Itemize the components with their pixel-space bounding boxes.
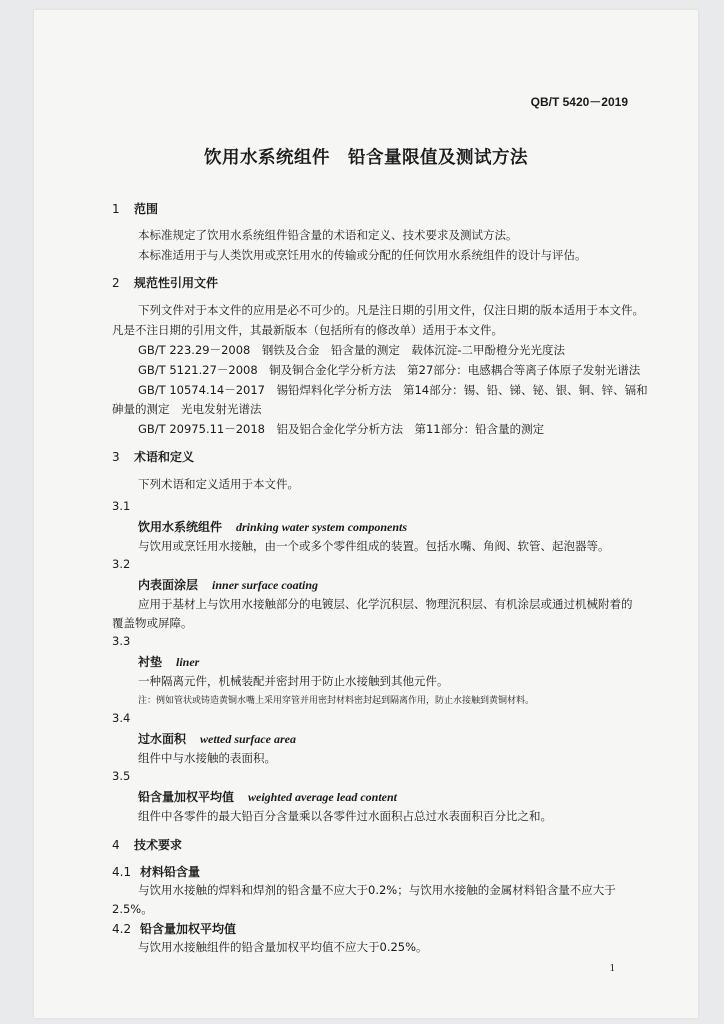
reference-3-line-2: 砷量的测定 光电发射光谱法 bbox=[112, 402, 262, 416]
term-3-5-definition: 组件中各零件的最大铅百分含量乘以各零件过水面积占总过水表面积百分比之和。 bbox=[138, 809, 552, 823]
term-3-4-definition: 组件中与水接触的表面积。 bbox=[138, 751, 276, 765]
reference-4: GB/T 20975.11－2018 铝及铝合金化学分析方法 第11部分：铅含量的测定 bbox=[138, 422, 545, 436]
section-1-paragraph-2: 本标准适用于与人类饮用或烹饪用水的传输或分配的任何饮用水系统组件的设计与评估。 bbox=[138, 248, 587, 262]
term-3-3-definition: 一种隔离元件，机械装配并密封用于防止水接触到其他元件。 bbox=[138, 674, 449, 688]
section-1-heading: 1 范围 bbox=[112, 202, 159, 216]
standard-number: QB/T 5420－2019 bbox=[530, 95, 628, 109]
section-4-heading: 4 技术要求 bbox=[112, 838, 183, 852]
section-2-intro-line-2: 凡是不注日期的引用文件，其最新版本（包括所有的修改单）适用于本文件。 bbox=[112, 323, 503, 337]
document-title: 饮用水系统组件 铅含量限值及测试方法 bbox=[204, 148, 528, 168]
term-3-2: 内表面涂层 inner surface coating bbox=[138, 578, 319, 592]
term-3-2-definition-line-1: 应用于基材上与饮用水接触部分的电镀层、化学沉积层、物理沉积层、有机涂层或通过机械附着的 bbox=[138, 597, 633, 611]
term-3-1-number: 3.1 bbox=[112, 499, 131, 513]
reference-2: GB/T 5121.27－2008 铜及铜合金化学分析方法 第27部分：电感耦合等离子体原子发射光谱法 bbox=[138, 363, 641, 377]
term-3-4-number: 3.4 bbox=[112, 711, 131, 725]
term-3-3: 衬垫 liner bbox=[138, 655, 200, 669]
section-3-heading: 3 术语和定义 bbox=[112, 450, 195, 464]
section-1-paragraph-1: 本标准规定了饮用水系统组件铅含量的术语和定义、技术要求及测试方法。 bbox=[138, 228, 518, 242]
section-2-heading: 2 规范性引用文件 bbox=[112, 276, 219, 290]
term-3-3-note: 注：例如管状或铸造黄铜水嘴上采用穿管并用密封材料密封起到隔离作用，防止水接触到黄铜材料。 bbox=[138, 696, 535, 706]
term-3-1-definition: 与饮用或烹饪用水接触，由一个或多个零件组成的装置。包括水嘴、角阀、软管、起泡器等。 bbox=[138, 539, 610, 553]
reference-1: GB/T 223.29－2008 钢铁及合金 铅含量的测定 载体沉淀-二甲酚橙分光光度法 bbox=[138, 343, 566, 357]
term-3-5: 铅含量加权平均值 weighted average lead content bbox=[138, 790, 397, 804]
term-3-4: 过水面积 wetted surface area bbox=[138, 732, 296, 746]
section-4-1-line-2: 2.5%。 bbox=[112, 902, 153, 916]
term-3-5-number: 3.5 bbox=[112, 769, 131, 783]
term-3-1: 饮用水系统组件 drinking water system components bbox=[138, 520, 408, 534]
page-number: 1 bbox=[609, 962, 615, 974]
term-3-3-number: 3.3 bbox=[112, 634, 131, 648]
reference-3-line-1: GB/T 10574.14－2017 锡铅焊料化学分析方法 第14部分：锡、铅、锑、铋、银、铜、锌、镉和 bbox=[138, 383, 648, 397]
section-2-intro-line-1: 下列文件对于本文件的应用是必不可少的。凡是注日期的引用文件，仅注日期的版本适用于本文件。 bbox=[138, 303, 644, 317]
section-4-1-heading: 4.1 材料铅含量 bbox=[112, 865, 201, 879]
term-3-2-definition-line-2: 覆盖物或屏障。 bbox=[112, 616, 193, 630]
document-page bbox=[34, 10, 698, 1018]
section-4-1-line-1: 与饮用水接触的焊料和焊剂的铅含量不应大于0.2%；与饮用水接触的金属材料铅含量不应大于 bbox=[138, 883, 616, 897]
term-3-2-number: 3.2 bbox=[112, 557, 131, 571]
section-3-intro: 下列术语和定义适用于本文件。 bbox=[138, 477, 299, 491]
section-4-2-heading: 4.2 铅含量加权平均值 bbox=[112, 922, 237, 936]
section-4-2-line-1: 与饮用水接触组件的铅含量加权平均值不应大于0.25%。 bbox=[138, 940, 428, 954]
